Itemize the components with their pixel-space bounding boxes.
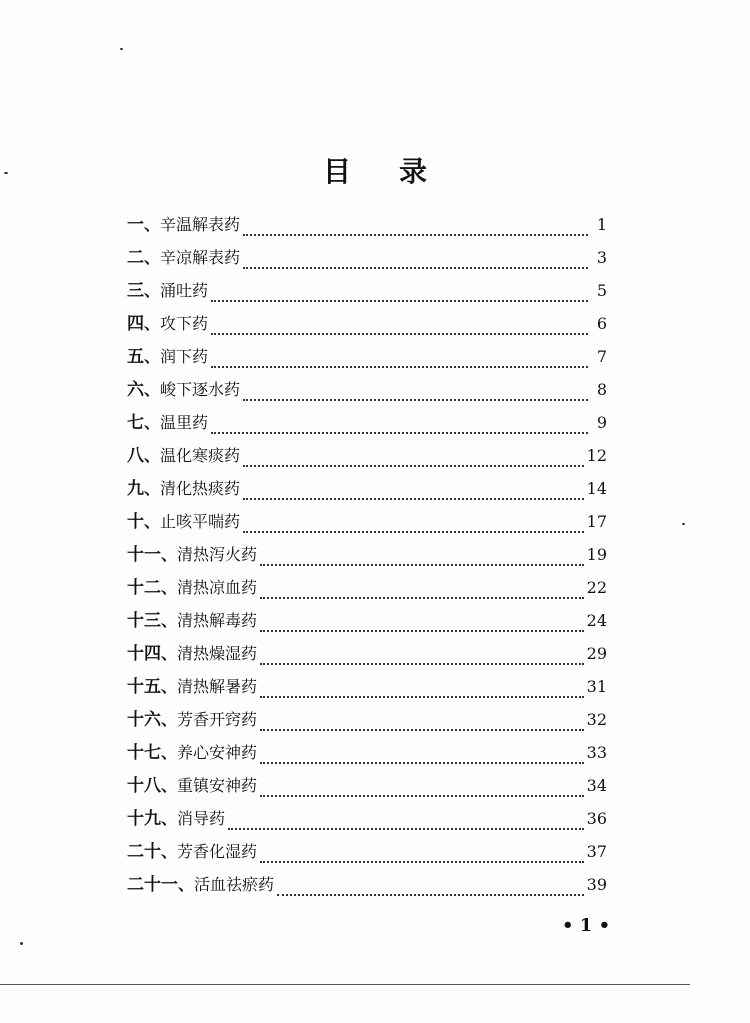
dot-leader [260, 795, 584, 797]
toc-entry [127, 445, 607, 478]
table-of-contents [127, 214, 607, 907]
dot-leader [260, 861, 584, 863]
toc-entry-separator: 、 [161, 677, 178, 696]
toc-entry-page: 8 [596, 380, 607, 399]
toc-entry-title: 清热泻火药 [177, 545, 258, 564]
scan-speck [120, 48, 123, 50]
toc-entry-separator: 、 [144, 512, 161, 531]
toc-entry-number: 二 [127, 248, 144, 268]
toc-entry-page: 3 [596, 248, 607, 267]
toc-entry-page: 12 [586, 446, 607, 465]
toc-entry-title: 攻下药 [160, 314, 209, 333]
toc-entry-separator: 、 [161, 809, 178, 828]
toc-entry-number: 十九 [127, 809, 161, 829]
toc-entry-number: 十 [127, 512, 144, 532]
toc-entry [127, 247, 607, 280]
toc-entry-separator: 、 [161, 743, 178, 762]
toc-entry-title: 止咳平喘药 [160, 512, 241, 531]
toc-entry-number: 五 [127, 347, 144, 367]
scan-speck [682, 523, 685, 525]
dot-leader [211, 333, 588, 335]
toc-entry-number: 九 [127, 479, 144, 499]
toc-entry [127, 775, 607, 808]
toc-entry-page: 32 [586, 710, 607, 729]
toc-entry-separator: 、 [144, 281, 161, 300]
dot-leader [211, 300, 588, 302]
toc-entry [127, 874, 607, 907]
toc-entry-separator: 、 [161, 776, 178, 795]
dot-leader [211, 432, 588, 434]
toc-entry [127, 808, 607, 841]
toc-entry-number: 二十一 [127, 875, 178, 895]
dot-leader [260, 762, 584, 764]
toc-entry-title: 温化寒痰药 [160, 446, 241, 465]
toc-entry-page: 37 [586, 842, 607, 861]
toc-entry-separator: 、 [161, 578, 178, 597]
toc-entry-number: 四 [127, 314, 144, 334]
toc-entry-page: 22 [586, 578, 607, 597]
toc-entry-separator: 、 [178, 875, 195, 894]
dot-leader [260, 564, 584, 566]
toc-entry-number: 一 [127, 215, 144, 235]
toc-entry [127, 280, 607, 313]
toc-entry-number: 三 [127, 281, 144, 301]
toc-entry-page: 34 [586, 776, 607, 795]
dot-leader [211, 366, 588, 368]
toc-entry-title: 消导药 [177, 809, 226, 828]
toc-entry-separator: 、 [161, 644, 178, 663]
toc-entry-title: 辛温解表药 [160, 215, 241, 234]
toc-entry-separator: 、 [161, 611, 178, 630]
toc-entry-title: 重镇安神药 [177, 776, 258, 795]
toc-entry-page: 9 [596, 413, 607, 432]
toc-entry [127, 313, 607, 346]
toc-entry-title: 涌吐药 [160, 281, 209, 300]
toc-entry-separator: 、 [161, 545, 178, 564]
scan-speck [20, 942, 23, 945]
toc-entry-title: 清热解毒药 [177, 611, 258, 630]
toc-entry-title: 养心安神药 [177, 743, 258, 762]
toc-entry [127, 544, 607, 577]
toc-entry [127, 214, 607, 247]
toc-entry-separator: 、 [144, 413, 161, 432]
toc-entry-number: 十五 [127, 677, 161, 697]
toc-entry-title: 芳香化湿药 [177, 842, 258, 861]
toc-entry-title: 清热燥湿药 [177, 644, 258, 663]
toc-entry-separator: 、 [144, 248, 161, 267]
toc-entry [127, 577, 607, 610]
toc-entry-page: 5 [596, 281, 607, 300]
toc-entry [127, 709, 607, 742]
toc-entry-number: 二十 [127, 842, 161, 862]
dot-leader [243, 267, 588, 269]
toc-entry-title: 润下药 [160, 347, 209, 366]
bottom-rule [0, 984, 690, 985]
toc-entry [127, 478, 607, 511]
toc-entry-page: 1 [596, 215, 607, 234]
toc-entry-title: 峻下逐水药 [160, 380, 241, 399]
toc-entry-page: 33 [586, 743, 607, 762]
toc-entry-separator: 、 [161, 842, 178, 861]
toc-entry-page: 17 [586, 512, 607, 531]
dot-leader [243, 531, 584, 533]
toc-entry-separator: 、 [161, 710, 178, 729]
toc-entry-page: 19 [586, 545, 607, 564]
dot-leader [243, 399, 588, 401]
toc-entry-page: 24 [586, 611, 607, 630]
dot-leader [277, 894, 584, 896]
toc-entry-title: 清热解暑药 [177, 677, 258, 696]
toc-entry-page: 7 [596, 347, 607, 366]
toc-entry-page: 14 [586, 479, 607, 498]
dot-leader [260, 630, 584, 632]
toc-entry-page: 6 [596, 314, 607, 333]
toc-entry [127, 676, 607, 709]
toc-entry-title: 辛凉解表药 [160, 248, 241, 267]
toc-entry [127, 346, 607, 379]
dot-leader [243, 465, 584, 467]
toc-entry-page: 36 [586, 809, 607, 828]
toc-entry [127, 643, 607, 676]
toc-entry-page: 39 [586, 875, 607, 894]
toc-entry-page: 31 [586, 677, 607, 696]
dot-leader [243, 498, 584, 500]
toc-entry-number: 十六 [127, 710, 161, 730]
toc-entry-separator: 、 [144, 215, 161, 234]
toc-entry-number: 十一 [127, 545, 161, 565]
toc-entry-title: 温里药 [160, 413, 209, 432]
toc-entry-separator: 、 [144, 446, 161, 465]
toc-entry-title: 清热凉血药 [177, 578, 258, 597]
page-number: • 1 • [562, 915, 611, 936]
toc-entry-number: 十三 [127, 611, 161, 631]
toc-entry-number: 十四 [127, 644, 161, 664]
toc-entry-number: 六 [127, 380, 144, 400]
toc-entry [127, 742, 607, 775]
toc-entry [127, 379, 607, 412]
toc-entry-title: 芳香开窍药 [177, 710, 258, 729]
title-char-2: 录 [399, 155, 428, 188]
page-title [0, 150, 750, 190]
dot-leader [260, 729, 584, 731]
scan-speck [4, 172, 8, 174]
dot-leader [260, 696, 584, 698]
toc-entry-separator: 、 [144, 479, 161, 498]
toc-entry-separator: 、 [144, 314, 161, 333]
dot-leader [243, 234, 588, 236]
toc-entry-number: 十二 [127, 578, 161, 598]
toc-entry [127, 610, 607, 643]
toc-entry-number: 十七 [127, 743, 161, 763]
dot-leader [260, 597, 584, 599]
toc-entry [127, 412, 607, 445]
toc-entry-number: 七 [127, 413, 144, 433]
toc-entry [127, 511, 607, 544]
toc-entry-number: 八 [127, 446, 144, 466]
dot-leader [260, 663, 584, 665]
toc-entry-title: 活血祛瘀药 [194, 875, 275, 894]
toc-entry-separator: 、 [144, 347, 161, 366]
dot-leader [228, 828, 584, 830]
toc-entry-page: 29 [586, 644, 607, 663]
toc-entry-title: 清化热痰药 [160, 479, 241, 498]
toc-entry-number: 十八 [127, 776, 161, 796]
toc-entry [127, 841, 607, 874]
title-char-1: 目 [322, 155, 351, 188]
toc-entry-separator: 、 [144, 380, 161, 399]
